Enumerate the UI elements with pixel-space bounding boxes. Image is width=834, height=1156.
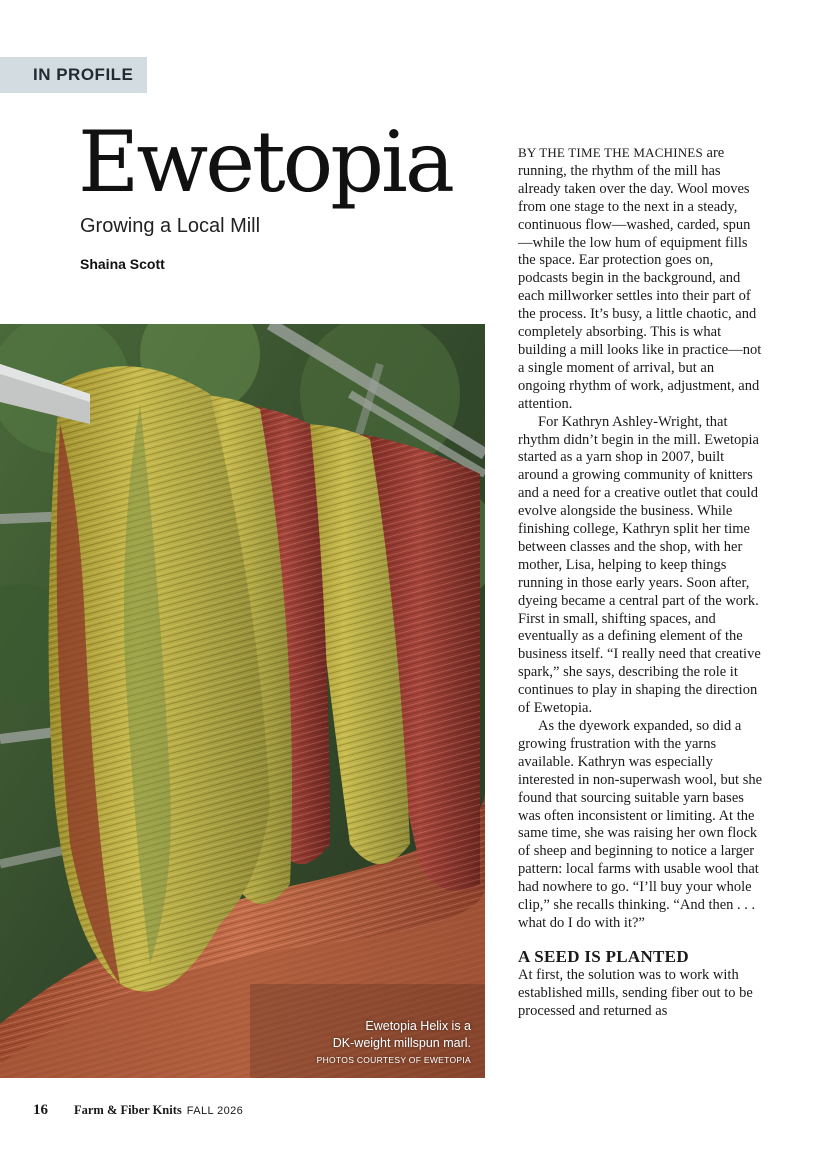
author-byline: Shaina Scott — [80, 256, 165, 272]
photo-caption — [317, 1018, 471, 1066]
section-tab: IN PROFILE — [0, 57, 147, 93]
page-number: 16 — [33, 1102, 48, 1118]
page-footer — [33, 1101, 243, 1119]
yarn-photo — [0, 324, 485, 1078]
issue-label: FALL 2026 — [186, 1105, 244, 1117]
caption-line-1: Ewetopia Helix is a — [365, 1019, 471, 1033]
publication-line — [74, 1101, 243, 1119]
paragraph-1-text: are running, the rhythm of the mill has already taken over the day. Wool moves from one stage to the next in a steady, continuous flow—washed, carded, spun—while the low hum of equipment fills the space. Ear protection goes on, podcasts begin in the background, and each millworker settles into their part of the process. It’s busy, a little chaotic, and completely absorbing. This is what building a mill looks like in practice—not a single moment of arrival, but an ongoing rhythm of work, adjustment, and attention. — [518, 145, 762, 412]
article-body — [518, 144, 763, 1021]
paragraph-2: For Kathryn Ashley-Wright, that rhythm didn’t begin in the mill. Ewetopia started as a yarn shop in 2007, built around a growing community of knitters and a need for a creative outlet that could evolve alongside the business. While finishing college, Kathryn split her time between classes and the shop, with her mother, Lisa, helping to keep things running in those early years. Soon after, dyeing became a central part of the work. First in small, shifting spaces, and eventually as a defining element of the business itself. “I really need that creative spark,” she says, describing the role it continues to play in shaping the direction of Ewetopia. — [518, 413, 761, 717]
caption-line-2: DK-weight millspun marl. — [332, 1036, 471, 1050]
yarn-photo-illustration — [0, 324, 485, 1078]
paragraph-1 — [518, 144, 763, 414]
photo-credit: PHOTOS COURTESY OF EWETOPIA — [316, 1055, 471, 1065]
lead-in-caps: BY THE TIME THE MACHINES — [518, 145, 703, 160]
paragraph-3: As the dyework expanded, so did a growing frustration with the yarns available. Kathryn was especially interested in non-superwash wool, but she found that sourcing suitable yarn bases was often inconsistent or limiting. At the same time, she was raising her own flock of sheep and beginning to notice a larger pattern: local farms with usable wool that had nowhere to go. “I’ll buy your whole clip,” she recalls thinking. “And then . . . what do I do with it?” — [518, 718, 763, 931]
section-subhead: A SEED IS PLANTED — [518, 946, 689, 966]
article-title: Ewetopia — [78, 113, 452, 211]
paragraph-4: At first, the solution was to work with established mills, sending fiber out to be processed and returned as — [518, 966, 753, 1019]
article-subtitle: Growing a Local Mill — [80, 215, 261, 237]
magazine-name: Farm & Fiber Knits — [74, 1103, 182, 1117]
